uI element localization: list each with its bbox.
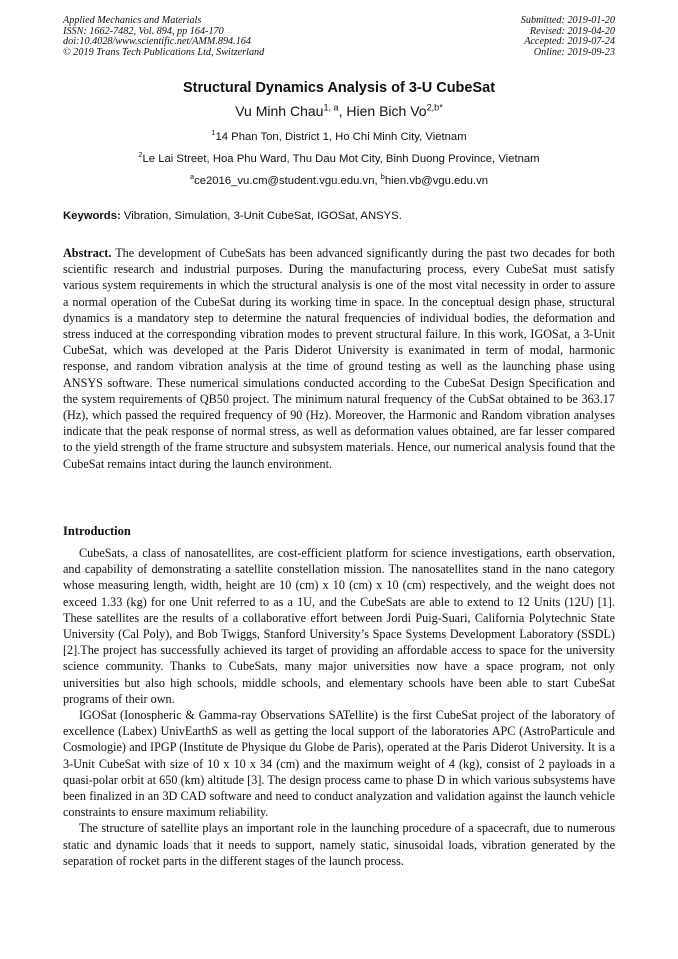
- paper-title: Structural Dynamics Analysis of 3-U CubeSat: [182, 80, 496, 96]
- author-1: Vu Minh Chau: [235, 103, 324, 119]
- copyright-line: © 2019 Trans Tech Publications Ltd, Switzerland: [63, 46, 265, 58]
- affiliation-2-mark: 2: [138, 150, 143, 160]
- abstract: [63, 245, 615, 472]
- email-b[interactable]: hien.vb@vgu.edu.vn: [384, 175, 488, 187]
- issn-line: ISSN: 1662-7482, Vol. 894, pp 164-170: [63, 25, 224, 37]
- intro-paragraph: The structure of satellite plays an important role in the launching procedure of a spacecraft, due to numerous static and dynamic loads that it needs to support, namely static, sinusoidal loads, vibration generated by the separation of rocket parts in the different stages of the launch process.: [63, 821, 615, 868]
- accepted-date: Accepted: 2019-07-24: [524, 36, 615, 48]
- affiliation-2-text: Le Lai Street, Hoa Phu Ward, Thu Dau Mot City, Binh Duong Province, Vietnam: [142, 153, 540, 165]
- abstract-text: The development of CubeSats has been advanced significantly during the past two decades for both scientific research and industrial purposes. During the manufacturing process, every CubeSat must satisfy various system requirements in which the structural analysis is one of the most vital necessity in order to assure a normal operation of the CubeSat during its working time in space. In the conceptual design phase, structural dynamics is a mandatory step to determine the natural frequencies of individual bodies, the deformation and stress induced at the corresponding vibration modes to prevent structural failure. In this work, IGOSat, a 3-Unit CubeSat, which was developed at the Paris Diderot University is exanimated in term of modal, harmonic response, and random vibration analysis at the time of ground testing as well as the launching phase using ANSYS software. These numerical simulations conducted according to the CubeSat Design Specification and the system requirements of QB50 project. The minimum natural frequency of the CubSat obtained to be 363.17 (Hz), which passed the required frequency of 90 (Hz). Moreover, the Harmonic and Random vibration analyses indicate that the peak response of normal stress, as well as deformation values obtained, are far lesser compared to the yield strength of the frame structure and subsystem materials. Hence, our numerical analysis found that the CubeSat remains intact during the launch environment.: [63, 246, 615, 471]
- intro-paragraph: IGOSat (Ionospheric & Gamma-ray Observations SATellite) is the first CubeSat project of the laboratory of excellence (Labex) UnivEarthS as well as getting the local support of the laboratories APC (AstroParticule and Cosmologie) and IPGP (Institute de Physique du Globe de Paris), operated at the Paris Diderot University. It is a 3-Unit CubeSat with size of 10 x 10 x 34 (cm) and the maximum weight of 4 (kg), consist of 2 payloads in a quasi-polar orbit at 650 (km) altitude [3]. The design process came to phase D in which various subsystems have been finalized in an 3D CAD software and need to conduct analyzation and validation against the launch vehicle constraints to ensure maximum reliability.: [63, 708, 615, 820]
- author-2: Hien Bich Vo: [346, 103, 427, 119]
- author-1-mark: 1, a: [323, 102, 339, 113]
- submitted-date: Submitted: 2019-01-20: [520, 15, 615, 26]
- author-separator: ,: [338, 103, 347, 119]
- affiliation-1-text: 14 Phan Ton, District 1, Ho Chi Minh City, Vietnam: [215, 131, 467, 143]
- introduction-body: [63, 545, 615, 869]
- keywords: [63, 210, 615, 222]
- keywords-text: Vibration, Simulation, 3-Unit CubeSat, IGOSat, ANSYS.: [120, 210, 402, 222]
- publication-dates: [521, 16, 615, 58]
- keywords-label: Keywords:: [63, 210, 121, 222]
- abstract-label: Abstract.: [63, 246, 112, 260]
- online-date: Online: 2019-09-23: [533, 46, 615, 58]
- introduction-heading: Introduction: [63, 524, 131, 538]
- affiliation-1-mark: 1: [211, 128, 216, 138]
- email-b-mark: b: [380, 172, 385, 182]
- doi-line[interactable]: doi:10.4028/www.scientific.net/AMM.894.164: [63, 36, 251, 48]
- affiliation-2: [0, 150, 678, 165]
- journal-info: [63, 16, 264, 58]
- journal-name: Applied Mechanics and Materials: [63, 15, 202, 26]
- email-a-mark: a: [189, 172, 195, 182]
- intro-paragraph: CubeSats, a class of nanosatellites, are cost-efficient platform for science investigations, earth observation, and capability of demonstrating a satellite constellation mission. The nanosatellites stand in the nano category whose measuring length, width, height are 10 (cm) x 10 (cm) x 10 (cm) respectively, and the weight does not exceed 1.33 (kg) for one Unit referred to as a 1U, and the CubeSats are able to extend to 12 Units (12U) [1]. These satellites are the results of a collaborative effort between Jordi Puig-Suari, California Polytechnic State University (Cal Poly), and Bob Twiggs, Stanford University’s Space Systems Development Laboratory (SSDL) [2].The project has successfully achieved its target of providing an affordable access to space for the university science community. Thanks to CubeSats, many major universities now have a space program, not only universities but also high schools, middle schools, and elementary schools have been able to start CubeSat programs of their own.: [63, 546, 615, 706]
- author-2-mark: 2,b*: [426, 102, 443, 113]
- revised-date: Revised: 2019-04-20: [529, 25, 615, 37]
- email-a[interactable]: ce2016_vu.cm@student.vgu.edu.vn,: [194, 175, 381, 187]
- emails: [0, 172, 678, 187]
- author-line: [0, 103, 678, 119]
- affiliation-1: [0, 128, 678, 143]
